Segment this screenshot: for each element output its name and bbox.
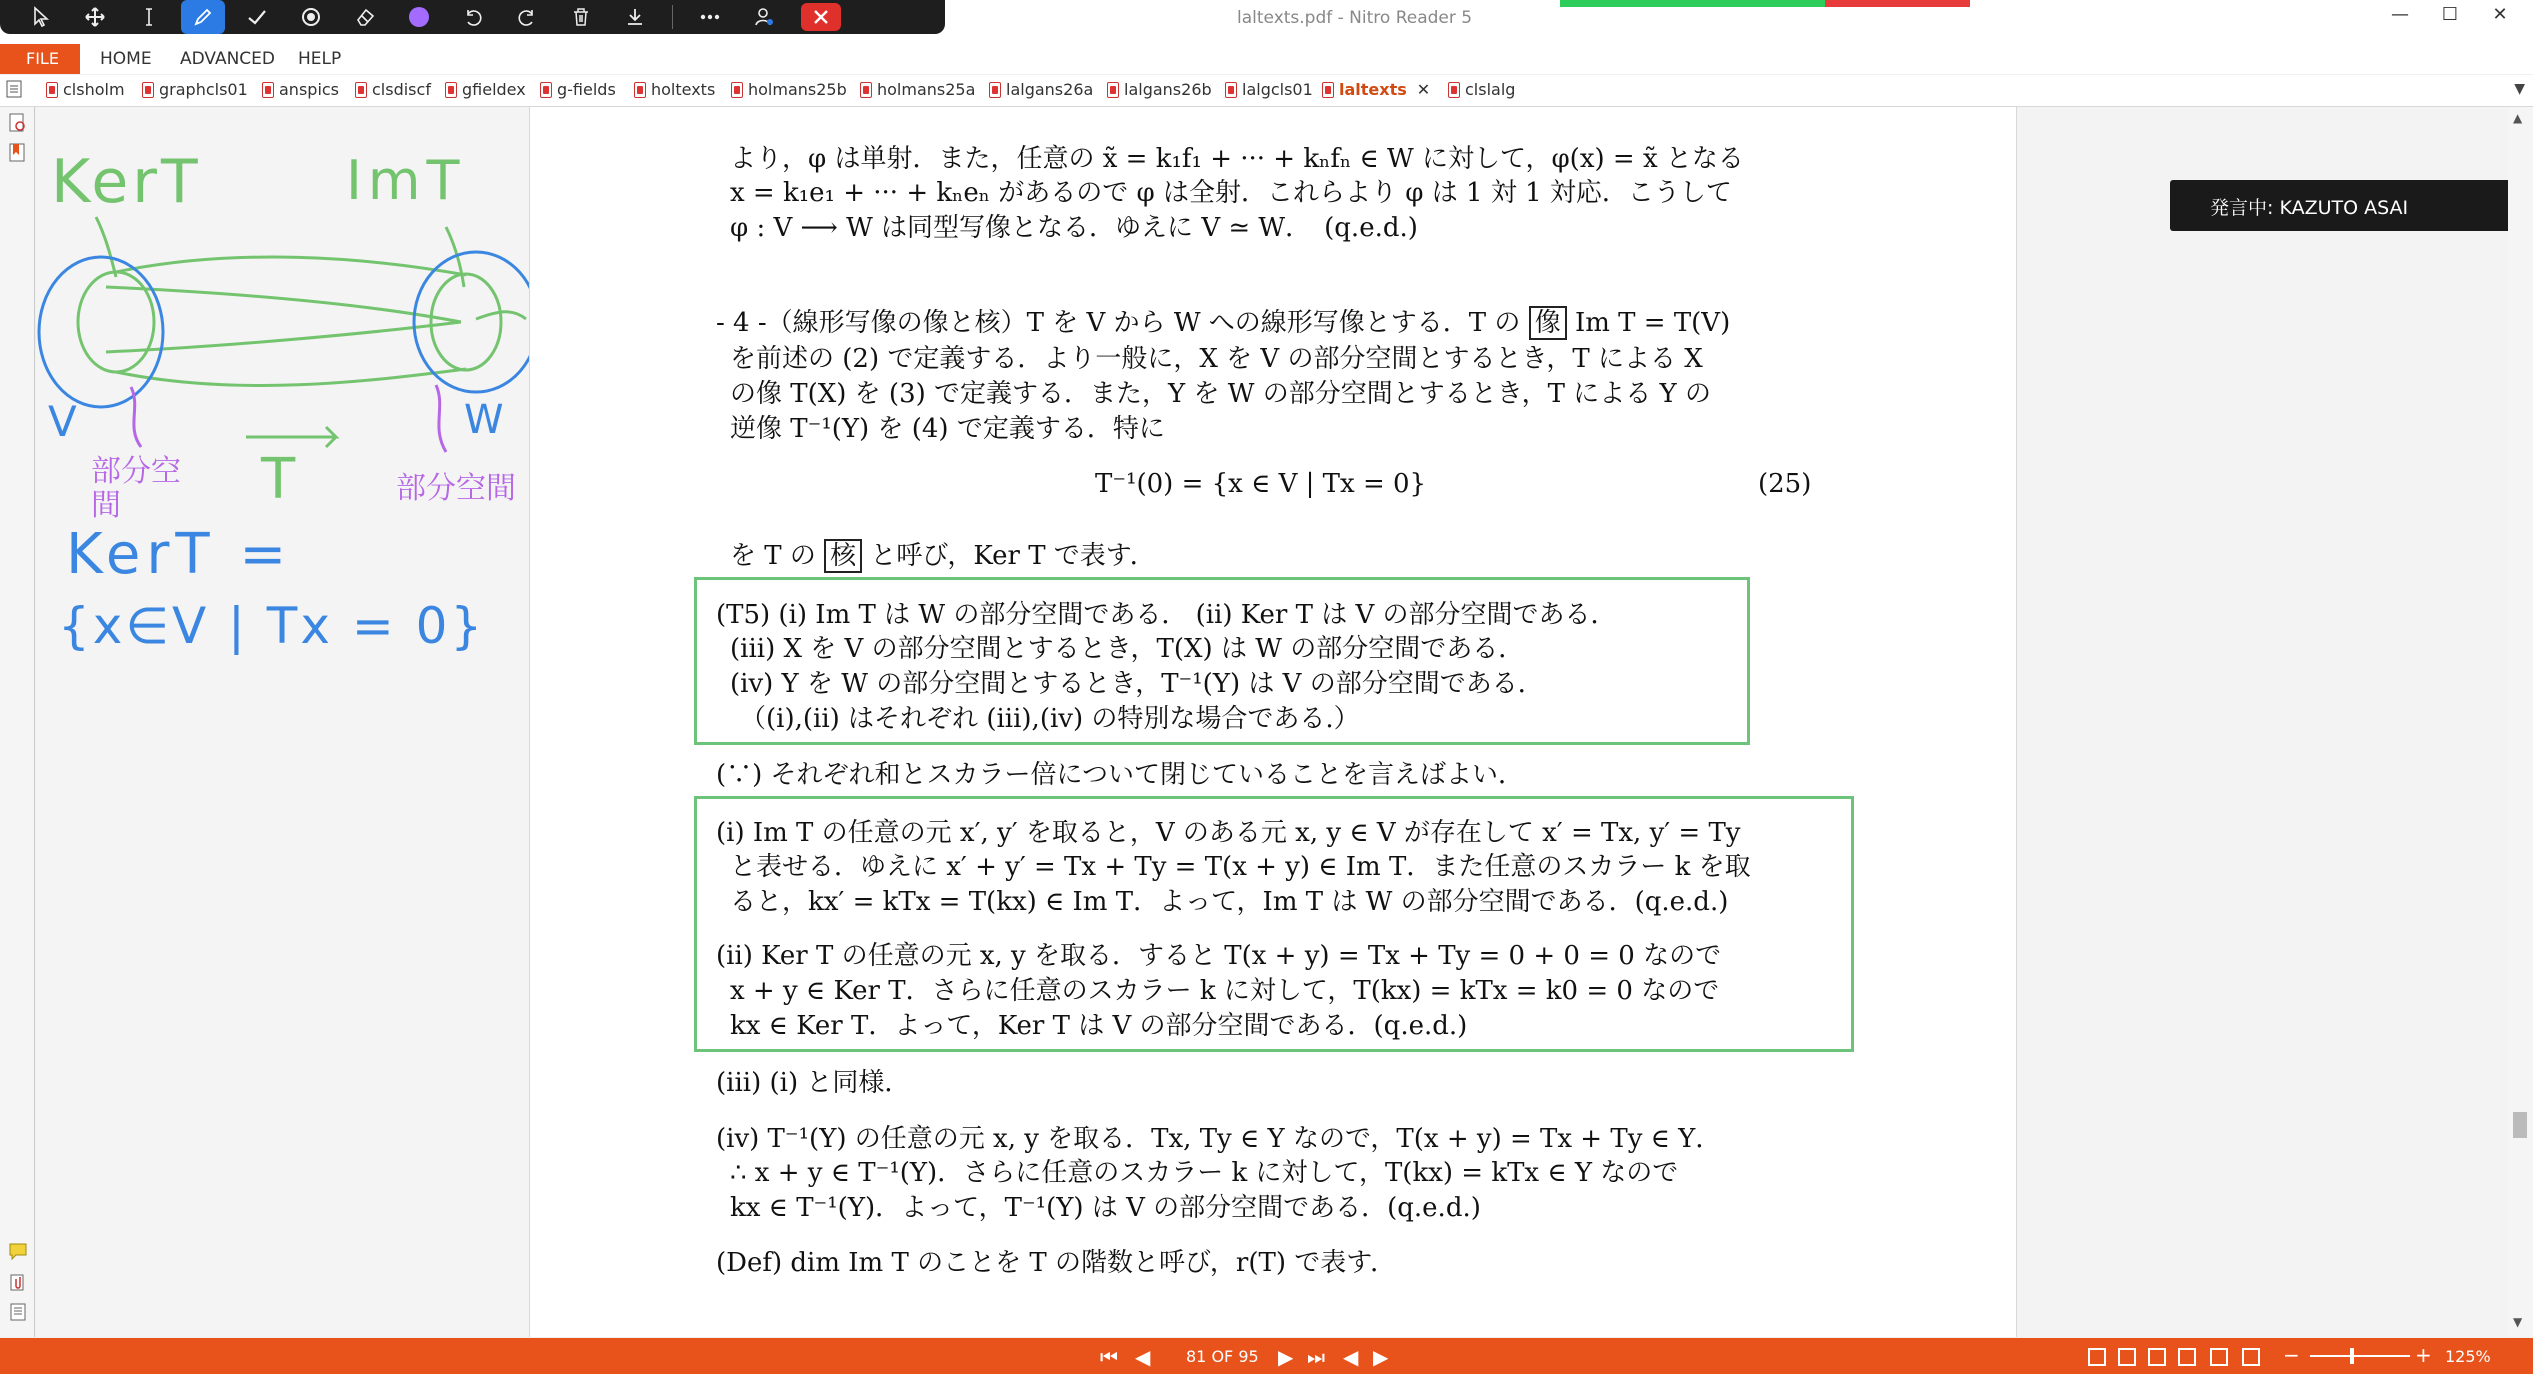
- recording-bar: [1560, 0, 1970, 7]
- doc-line: より，φ は単射．また，任意の x̃ = k₁f₁ + ··· + kₙfₙ ∈ W に対して，φ(x) = x̃ となる: [730, 144, 1744, 174]
- pdf-icon: [540, 82, 552, 98]
- redo-icon[interactable]: [500, 0, 554, 34]
- pdf-icon: [142, 82, 154, 98]
- fit-width-icon[interactable]: [2242, 1348, 2260, 1366]
- pdf-icon: [1225, 82, 1237, 98]
- doc-line: x = k₁e₁ + ··· + kₙeₙ があるので φ は全射．これらより φ は 1 対 1 対応．こうして: [730, 178, 1732, 208]
- comments-icon[interactable]: [8, 1242, 28, 1262]
- proof-line: kx ∈ T⁻¹(Y)．よって，T⁻¹(Y) は V の部分空間である．(q.e.d.): [730, 1193, 1481, 1223]
- vertical-scrollbar[interactable]: [2508, 107, 2533, 1337]
- pages-icon[interactable]: [8, 1302, 28, 1322]
- highlighter-icon[interactable]: [284, 0, 338, 34]
- proof-line: ると，kx′ = kTx = T(kx) ∈ Im T．よって，Im T は W の部分空間である．(q.e.d.): [730, 887, 1729, 917]
- single-page-view-icon[interactable]: [2088, 1348, 2106, 1366]
- tab-clsdiscf[interactable]: clsdiscf: [355, 80, 431, 99]
- zoom-in-icon[interactable]: +: [2415, 1343, 2432, 1367]
- zoom-level[interactable]: 125%: [2445, 1347, 2491, 1366]
- move-icon[interactable]: [68, 0, 122, 34]
- tab-anspics[interactable]: anspics: [262, 80, 339, 99]
- proof-intro: (∵) それぞれ和とスカラー倍について閉じていることを言えばよい．: [716, 760, 1525, 790]
- pdf-icon: [1107, 82, 1119, 98]
- pdf-icon: [445, 82, 457, 98]
- definition-line: (Def) dim Im T のことを T の階数と呼び，r(T) で表す．: [716, 1248, 1397, 1278]
- theorem-line: (T5) (i) Im T は W の部分空間である． (ii) Ker T は V の部分空間である．: [716, 600, 1617, 630]
- person-icon[interactable]: [737, 0, 791, 34]
- pdf-icon: [355, 82, 367, 98]
- doc-line: の像 T(X) を (3) で定義する．また，Y を W の部分空間とするとき，T による Y の: [730, 379, 1711, 409]
- handwritten-subspace-left: 部分空間: [91, 454, 181, 523]
- attachments-icon[interactable]: [8, 1272, 28, 1292]
- trash-icon[interactable]: [554, 0, 608, 34]
- tab-holmans25b[interactable]: holmans25b: [731, 80, 847, 99]
- status-bar: [0, 1338, 2533, 1374]
- tab-holtexts[interactable]: holtexts: [634, 80, 715, 99]
- equation-number: (25): [1758, 469, 1812, 499]
- close-window-button[interactable]: ✕: [2492, 4, 2508, 25]
- handwritten-ker-definition-1: KerT =: [66, 522, 293, 587]
- pdf-icon: [1448, 82, 1460, 98]
- tab-clslalg[interactable]: clslalg: [1448, 80, 1515, 99]
- check-icon[interactable]: [230, 0, 284, 34]
- tab-lalgans26b[interactable]: lalgans26b: [1107, 80, 1212, 99]
- doc-line: φ : V ⟶ W は同型写像となる．ゆえに V ≃ W． (q.e.d.): [730, 213, 1418, 243]
- download-icon[interactable]: [608, 0, 662, 34]
- close-tab-icon[interactable]: ✕: [1416, 80, 1431, 99]
- handwritten-ker-label: KerT: [51, 147, 202, 217]
- pdf-icon: [46, 82, 58, 98]
- text-cursor-icon[interactable]: [122, 0, 176, 34]
- minimize-button[interactable]: —: [2391, 4, 2409, 25]
- pdf-icon: [731, 82, 743, 98]
- menu-file[interactable]: FILE: [0, 44, 80, 74]
- last-page-icon[interactable]: ⏭: [1307, 1345, 1325, 1369]
- page-indicator[interactable]: 81 OF 95: [1186, 1347, 1259, 1366]
- proof-line: ∴ x + y ∈ T⁻¹(Y)．さらに任意のスカラー k に対して，T(kx) = kTx ∈ Y なので: [730, 1158, 1679, 1188]
- zoom-slider[interactable]: [2310, 1355, 2410, 1357]
- proof-line: (iii) (i) と同様．: [716, 1068, 911, 1098]
- theorem-line: (iii) X を V の部分空間とするとき，T(X) は W の部分空間である．: [730, 634, 1525, 664]
- tab-gfieldex[interactable]: gfieldex: [445, 80, 526, 99]
- search-doc-icon[interactable]: [8, 113, 28, 133]
- equation-25: T⁻¹(0) = {x ∈ V | Tx = 0}: [1095, 469, 1427, 499]
- bookmarks-icon[interactable]: [8, 143, 28, 163]
- tab-list-icon[interactable]: [6, 80, 22, 98]
- left-rail: [0, 107, 35, 1337]
- handwritten-notes-panel: [36, 107, 529, 1337]
- speaker-banner: 発言中: KAZUTO ASAI: [2170, 180, 2512, 231]
- proof-line: x + y ∈ Ker T．さらに任意のスカラー k に対して，T(kx) = kTx = k0 = 0 なので: [730, 976, 1720, 1006]
- facing-view-icon[interactable]: [2148, 1348, 2166, 1366]
- more-icon[interactable]: [683, 0, 737, 34]
- undo-icon[interactable]: [446, 0, 500, 34]
- scroll-down-icon[interactable]: ▼: [2513, 1315, 2523, 1329]
- handwritten-t-label: T: [261, 447, 296, 512]
- next-page-icon[interactable]: ▶: [1278, 1345, 1294, 1369]
- pointer-icon[interactable]: [14, 0, 68, 34]
- first-page-icon[interactable]: ⏮: [1100, 1345, 1118, 1369]
- pen-icon[interactable]: [181, 0, 225, 34]
- window-title: laltexts.pdf - Nitro Reader 5: [1237, 8, 1473, 28]
- tab-g-fields[interactable]: g-fields: [540, 80, 616, 99]
- tab-holmans25a[interactable]: holmans25a: [860, 80, 975, 99]
- boxed-term-kernel: 核: [824, 539, 862, 573]
- fit-page-icon[interactable]: [2210, 1348, 2228, 1366]
- scroll-up-icon[interactable]: ▲: [2513, 111, 2523, 125]
- prev-page-icon[interactable]: ◀: [1135, 1345, 1151, 1369]
- proof-line: (iv) T⁻¹(Y) の任意の元 x, y を取る．Tx, Ty ∈ Y なので，T(x + y) = Tx + Ty ∈ Y．: [716, 1124, 1722, 1154]
- zoom-slider-knob[interactable]: [2350, 1348, 2354, 1364]
- eraser-icon[interactable]: [338, 0, 392, 34]
- proof-line: (ii) Ker T の任意の元 x, y を取る．すると T(x + y) = Tx + Ty = 0 + 0 = 0 なので: [716, 941, 1722, 971]
- facing-continuous-view-icon[interactable]: [2178, 1348, 2196, 1366]
- pdf-icon: [860, 82, 872, 98]
- color-picker-purple[interactable]: [392, 0, 446, 34]
- menu-help[interactable]: HELP: [298, 49, 342, 69]
- tab-lalgans26a[interactable]: lalgans26a: [989, 80, 1093, 99]
- close-toolbar-icon[interactable]: [801, 3, 841, 31]
- maximize-button[interactable]: ☐: [2441, 4, 2459, 25]
- tab-overflow-icon[interactable]: ▼: [2514, 81, 2525, 97]
- zoom-out-icon[interactable]: −: [2283, 1343, 2300, 1367]
- theorem-line: (iv) Y を W の部分空間とするとき，T⁻¹(Y) は V の部分空間である．: [730, 669, 1544, 699]
- handwritten-im-label: ImT: [346, 149, 466, 212]
- forward-view-icon[interactable]: ▶: [1373, 1345, 1389, 1369]
- annotation-toolbar: [0, 0, 945, 34]
- doc-line: 逆像 T⁻¹(Y) を (4) で定義する．特に: [730, 414, 1165, 444]
- scroll-thumb[interactable]: [2513, 1112, 2527, 1138]
- back-view-icon[interactable]: ◀: [1343, 1345, 1359, 1369]
- tab-lalgcls01[interactable]: lalgcls01: [1225, 80, 1313, 99]
- theorem-line: （(i),(ii) はそれぞれ (iii),(iv) の特別な場合である.）: [740, 704, 1360, 734]
- pdf-icon: [262, 82, 274, 98]
- proof-line: (i) Im T の任意の元 x′, y′ を取ると，V のある元 x, y ∈ V が存在して x′ = Tx, y′ = Ty: [716, 818, 1741, 848]
- handwritten-ker-definition-2: {x∈V | Tx = 0}: [58, 597, 486, 655]
- pdf-icon: [634, 82, 646, 98]
- boxed-term-image: 像: [1529, 306, 1567, 340]
- tab-laltexts[interactable]: laltexts ✕: [1322, 80, 1430, 99]
- proof-line: kx ∈ Ker T．よって，Ker T は V の部分空間である．(q.e.d.): [730, 1011, 1468, 1041]
- kernel-definition: を T の 核 と呼び，Ker T で表す．: [730, 541, 1156, 571]
- tab-graphcls01[interactable]: graphcls01: [142, 80, 248, 99]
- continuous-view-icon[interactable]: [2118, 1348, 2136, 1366]
- document-tab-bar: [0, 75, 2533, 107]
- section-4-heading: - 4 -（線形写像の像と核）T を V から W への線形写像とする．T の 像 Im T = T(V): [716, 308, 1731, 338]
- menu-home[interactable]: HOME: [100, 49, 152, 69]
- handwritten-subspace-right: 部分空間: [396, 471, 516, 506]
- tab-clsholm[interactable]: clsholm: [46, 80, 125, 99]
- menu-bar: [0, 44, 2533, 74]
- menu-advanced[interactable]: ADVANCED: [180, 49, 276, 69]
- handwritten-w-label: W: [464, 397, 504, 443]
- doc-line: を前述の (2) で定義する．より一般に，X を V の部分空間とするとき，T による X: [730, 344, 1703, 374]
- proof-line: と表せる．ゆえに x′ + y′ = Tx + Ty = T(x + y) ∈ Im T．また任意のスカラー k を取: [730, 852, 1751, 882]
- pdf-icon: [1322, 82, 1334, 98]
- pdf-icon: [989, 82, 1001, 98]
- handwritten-v-label: V: [48, 397, 77, 446]
